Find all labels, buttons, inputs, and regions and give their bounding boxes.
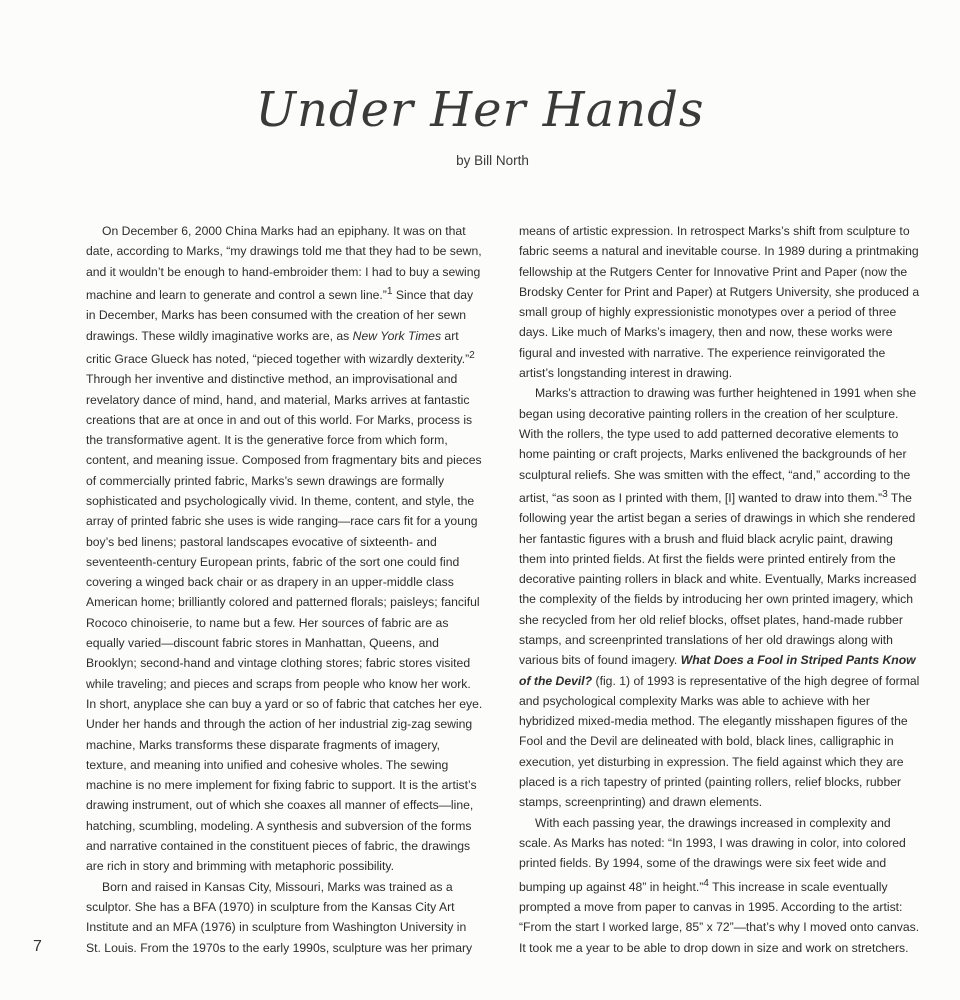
page-number: 7 [33, 938, 42, 955]
text-run: On December 6, 2000 China Marks had an epiphany. It was on that date, according to Marks, “my drawings told me that they had to be sewn, and it wouldn’t be enough to hand-embroider them: I had to buy a sewing machine and learn to generate and control a sewn line.” [86, 224, 482, 302]
text-run: Since that day in December, Marks has been consumed with the creation of her sewn drawings. These wildly imaginative works are, as [86, 287, 474, 343]
publication-title: New York Times [352, 328, 442, 343]
right-column [519, 221, 921, 958]
artwork-title: What Does a Fool in Striped Pants Know of the Devil? [519, 653, 916, 688]
paragraph-1 [86, 221, 484, 877]
text-run: This increase in scale eventually prompted a move from paper to canvas in 1995. According to the artist: “From the start I worked large, 85” x 72”—that’s why I moved onto canvas. It took me a year to be able to drop down in size and work on stretchers. [519, 879, 920, 955]
footnote-ref-1: 1 [386, 285, 393, 297]
text-run: art critic Grace Glueck has noted, “pieced together with wizardly dexterity.” [86, 328, 470, 366]
text-run: Through her inventive and distinctive method, an improvisational and revelatory dance of mind, hand, and material, Marks arrives at fantastic creations that are at once in and out of this world. For Marks, process is the transformative agent. It is the generative force from which form, content, and meaning issue. Composed from fragmentary bits and pieces of commercially printed fabric, Marks’s sewn drawings are formally sophisticated and psychologically vivid. In theme, content, and style, the array of printed fabric she uses is wide ranging—race cars fit for a young boy’s bed linens; pastoral landscapes evocative of sixteenth- and seventeenth-century European prints, fabric of the sort one could find covering a winged back chair or as drapery in an upper-middle class American home; brilliantly colored and patterned florals; paisleys; fanciful Rococo chinoiserie, to name but a few. Her sources of fabric are as equally varied—discount fabric stores in Manhattan, Queens, and Brooklyn; second-hand and vintage clothing stores; fabric stores visited while traveling; and pieces and scraps from people who know her work. In short, anyplace she can buy a yard or so of fabric that catches her eye. Under her hands and through the action of her industrial zig-zag sewing machine, Marks transforms these disparate fragments of imagery, texture, and meaning into unified and cohesive wholes. The sewing machine is no mere implement for fixing fabric to support. It is the artist’s drawing instrument, out of which she coaxes all manner of effects—line, hatching, scumbling, modeling. A synthesis and subversion of the forms and narrative contained in the constituent pieces of fabric, the drawings are rich in story and brimming with metaphoric possibility. [86, 372, 483, 874]
text-run: With each passing year, the drawings increased in complexity and scale. As Marks has noted: “In 1993, I was drawing in color, into colored printed fields. By 1994, some of the drawings were six feet wide and bumping up against 48” in height.” [519, 815, 906, 894]
footnote-ref-4: 4 [703, 877, 709, 889]
text-run: Marks’s attraction to drawing was further heightened in 1991 when she began using decorative painting rollers in the creation of her sculpture. With the rollers, the type used to add patterned decorative elements to home painting or craft projects, Marks enlivened the backgrounds of her sculptural reliefs. She was smitten with the effect, “and,” according to the artist, “as soon as I printed with them, [I] wanted to draw into them.” [519, 386, 917, 505]
paragraph-continued: means of artistic expression. In retrospect Marks’s shift from sculpture to fabric seems a natural and inevitable course. In 1989 during a printmaking fellowship at the Rutgers Center for Innovative Print and Paper (now the Brodsky Center for Print and Paper) at Rutgers University, she produced a small group of highly expressionistic monotypes over a period of three days. Like much of Marks’s imagery, then and now, these works were figural and invested with narrative. The experience reinvigorated the artist’s longstanding interest in drawing. [519, 224, 920, 381]
article-title: Under Her Hands [255, 82, 705, 138]
paragraph-3 [519, 383, 921, 812]
text-run: (fig. 1) of 1993 is representative of the high degree of formal and psychological complexity Marks was able to achieve with her hybridized mixed-media method. The elegantly misshapen figures of the Fool and the Devil are delineated with bold, black lines, calligraphic in execution, yet disturbing in expression. The field against which they are placed is a rich tapestry of printed (painting rollers, relief blocks, rubber stamps, screenprinting) and drawn elements. [519, 673, 920, 810]
text-run: The following year the artist began a series of drawings in which she rendered her fantastic figures with a brush and fluid black acrylic paint, drawing them into printed fields. At first the fields were printed entirely from the decorative painting rollers in black and white. Eventually, Marks increased the complexity of the fields by introducing her own printed imagery, which she recycled from her old relief blocks, offset plates, hand-made rubber stamps, and screenprinted translations of her old drawings along with various bits of found imagery. [519, 490, 917, 668]
byline: by Bill North [456, 153, 529, 168]
paragraph-2: Born and raised in Kansas City, Missouri, Marks was trained as a sculptor. She has a BFA (1970) in sculpture from the Kansas City Art Institute and an MFA (1976) in sculpture from Washington University in St. Louis. From the 1970s to the early 1990s, sculpture was her primary [86, 879, 473, 955]
paragraph-4 [519, 813, 921, 958]
footnote-ref-3: 3 [882, 488, 888, 500]
left-column [86, 221, 484, 958]
footnote-ref-2: 2 [469, 349, 475, 361]
